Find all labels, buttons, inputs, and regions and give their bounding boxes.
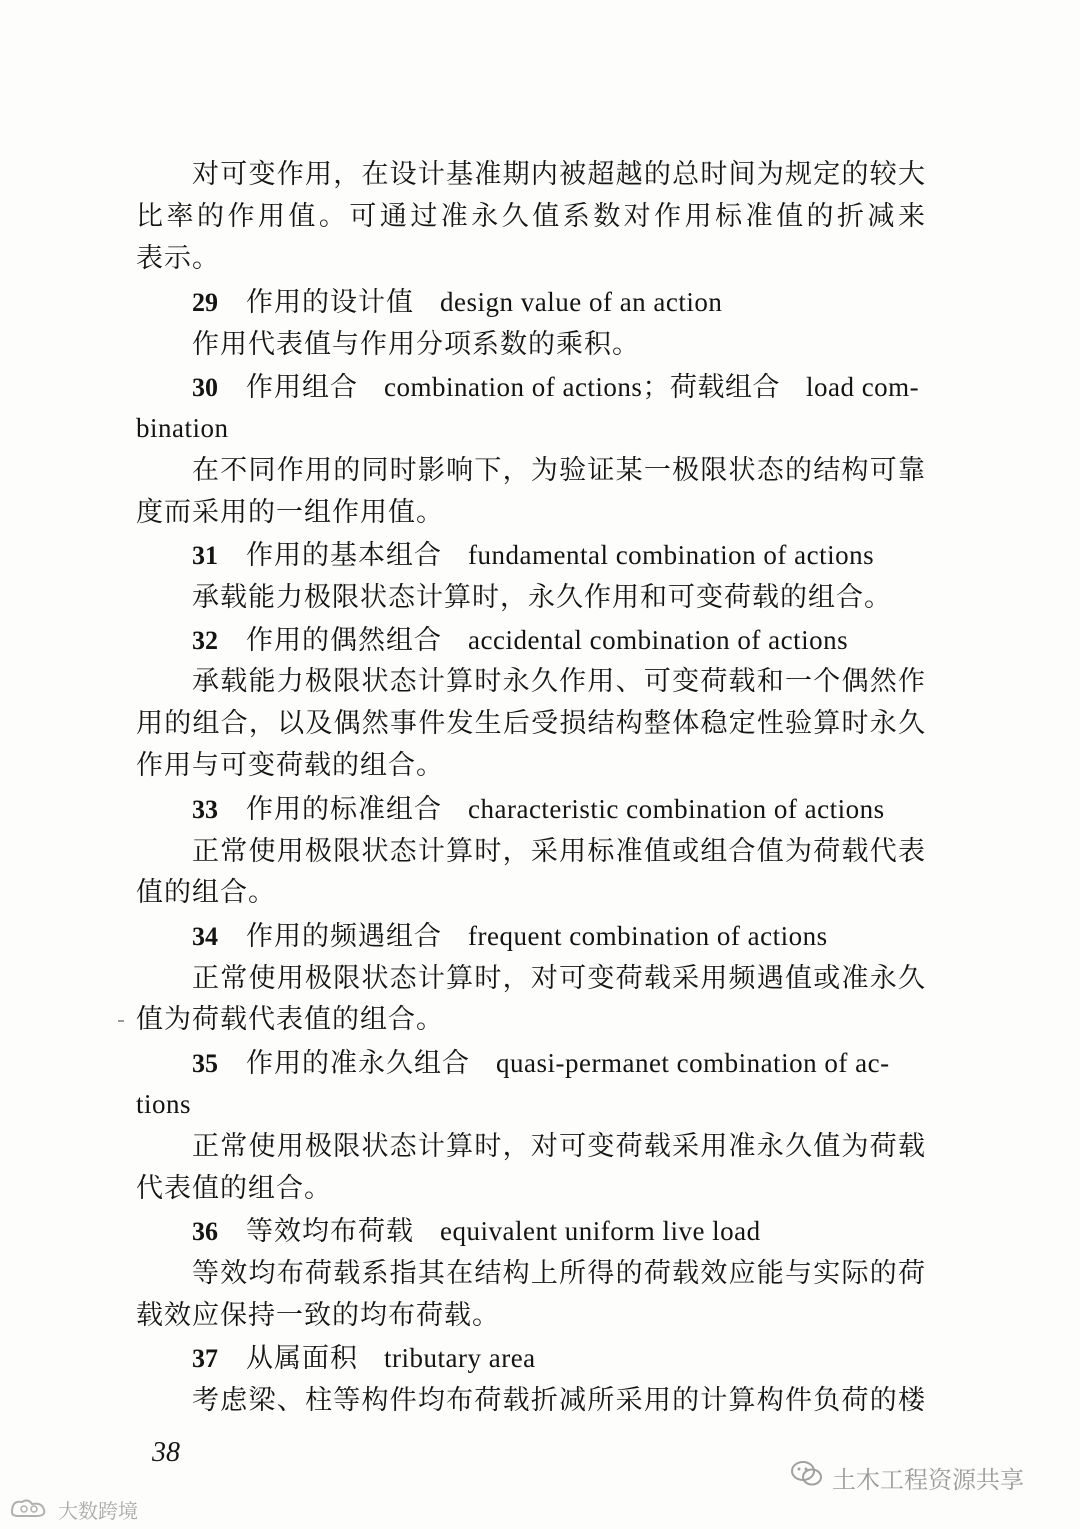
page-number: 38 (152, 1437, 180, 1468)
logo-icon (8, 1496, 52, 1523)
definition-line: 作用与可变荷载的组合。 (136, 750, 444, 781)
definition-line: 载效应保持一致的均布荷载。 (136, 1300, 500, 1331)
definition-line: 承载能力极限状态计算时，永久作用和可变荷载的组合。 (192, 582, 892, 613)
term-chinese: 作用的频遇组合 (246, 921, 442, 952)
term-chinese: 作用的偶然组合 (246, 625, 442, 656)
term-english: quasi-permanet combination of ac- (496, 1048, 890, 1078)
definition-line: 正常使用极限状态计算时，对可变荷载采用准永久值为荷载 (192, 1131, 926, 1162)
term-english: accidental combination of actions (468, 625, 849, 655)
watermark-right (790, 1460, 1024, 1494)
definition-line: 等效均布荷载系指其在结构上所得的荷载效应能与实际的荷 (192, 1258, 926, 1289)
term-number: 33 (192, 795, 218, 824)
term-heading (192, 1214, 926, 1249)
definition-line: 在不同作用的同时影响下，为验证某一极限状态的结构可靠 (192, 455, 926, 486)
term-english: equivalent uniform live load (440, 1216, 761, 1246)
term-number: 36 (192, 1217, 218, 1246)
term-english: tributary area (384, 1343, 536, 1373)
term-number: 34 (192, 922, 218, 951)
watermark-right-text: 土木工程资源共享 (832, 1465, 1024, 1494)
definition-line: 用的组合，以及偶然事件发生后受损结构整体稳定性验算时永久 (136, 708, 926, 739)
definition-line: 考虑梁、柱等构件均布荷载折减所采用的计算构件负荷的楼 (192, 1385, 926, 1416)
term-continuation: tions (136, 1089, 192, 1119)
definition-line: 值的组合。 (136, 877, 276, 908)
body-line: 对可变作用，在设计基准期内被超越的总时间为规定的较大 (192, 159, 926, 190)
definition-line: 作用代表值与作用分项系数的乘积。 (192, 329, 640, 360)
definition-line: 正常使用极限状态计算时，采用标准值或组合值为荷载代表 (192, 836, 926, 867)
watermark-left-text: 大数跨境 (58, 1498, 138, 1523)
term-heading (192, 1046, 926, 1081)
term-chinese: 作用的准永久组合 (246, 1048, 470, 1079)
term-chinese: 作用的标准组合 (246, 794, 442, 825)
definition-line: 值为荷载代表值的组合。 (136, 1004, 444, 1035)
term-chinese: 等效均布荷载 (246, 1216, 414, 1247)
body-line: 比率的作用值。可通过准永久值系数对作用标准值的折减来 (136, 201, 926, 232)
definition-line: 度而采用的一组作用值。 (136, 497, 444, 528)
term-heading (192, 370, 926, 405)
definition-line: 承载能力极限状态计算时永久作用、可变荷载和一个偶然作 (192, 666, 926, 697)
term-heading (192, 285, 926, 320)
term-number: 30 (192, 373, 218, 402)
term-number: 32 (192, 626, 218, 655)
term-heading (192, 919, 926, 954)
term-heading (192, 792, 926, 827)
term-english: combination of actions；荷载组合 (384, 372, 780, 402)
term-chinese: 作用的基本组合 (246, 540, 442, 571)
term-continuation: bination (136, 413, 229, 443)
term-chinese: 作用的设计值 (246, 287, 414, 318)
wechat-icon (790, 1459, 824, 1495)
watermark-left (8, 1494, 138, 1524)
term-english: design value of an action (440, 287, 723, 317)
term-chinese: 作用组合 (246, 372, 358, 403)
definition-line: 正常使用极限状态计算时，对可变荷载采用频遇值或准永久 (192, 963, 926, 994)
term-heading (192, 538, 926, 573)
term-number: 31 (192, 541, 218, 570)
term-number: 29 (192, 288, 218, 317)
term-chinese: 从属面积 (246, 1343, 358, 1374)
term-heading (192, 623, 926, 658)
term-number: 37 (192, 1344, 218, 1373)
term-english-alt: load com- (805, 372, 920, 402)
term-number: 35 (192, 1049, 218, 1078)
term-english: characteristic combination of actions (468, 794, 885, 824)
definition-line: 代表值的组合。 (136, 1173, 332, 1204)
term-heading (192, 1341, 926, 1376)
body-line: 表示。 (136, 243, 220, 274)
term-english: fundamental combination of actions (468, 540, 875, 570)
term-english: frequent combination of actions (468, 921, 828, 951)
scan-mark (118, 1020, 124, 1022)
